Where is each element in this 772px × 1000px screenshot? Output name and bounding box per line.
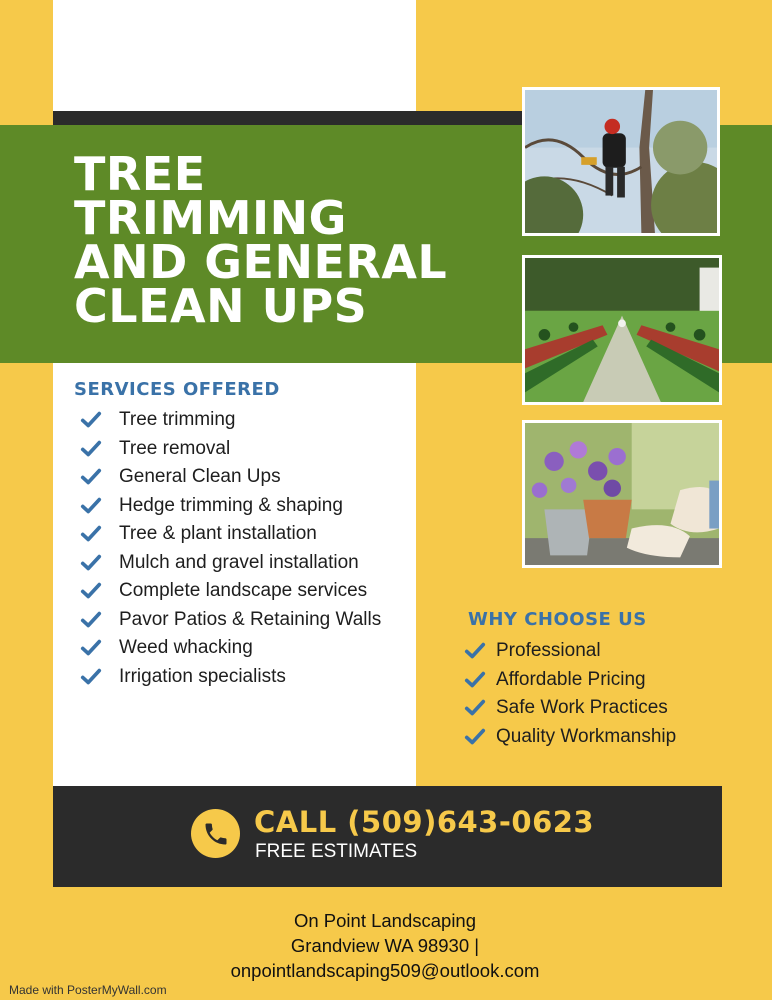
service-label: Hedge trimming & shaping (119, 494, 343, 516)
why-item (464, 666, 676, 695)
headline-line: TREE (74, 147, 206, 201)
formal-garden-hedges-photo (522, 255, 722, 405)
check-icon (80, 552, 102, 574)
why-item (464, 637, 676, 666)
check-icon (80, 438, 102, 460)
company-email[interactable]: onpointlandscaping509@outlook.com (230, 960, 540, 981)
why-label: Professional (496, 640, 601, 662)
service-label: Pavor Patios & Retaining Walls (119, 608, 382, 630)
dark-accent-strip (53, 111, 523, 125)
phone-glyph (202, 820, 230, 848)
service-label: General Clean Ups (119, 466, 281, 488)
service-label: Weed whacking (119, 637, 253, 659)
service-label: Irrigation specialists (119, 665, 286, 687)
flyer-headline (74, 147, 524, 333)
check-icon (80, 409, 102, 431)
check-icon (80, 580, 102, 602)
service-item (74, 492, 381, 521)
call-phone-number[interactable]: CALL (509)643-0623 (254, 805, 595, 839)
service-item (74, 463, 381, 492)
why-label: Quality Workmanship (496, 725, 677, 747)
headline-line: CLEAN UPS (74, 279, 368, 333)
headline-line: AND GENERAL (74, 235, 448, 289)
service-item (74, 577, 381, 606)
postermywall-watermark: Made with PosterMyWall.com (9, 983, 167, 997)
services-list (74, 406, 381, 691)
service-item (74, 520, 381, 549)
check-icon (80, 666, 102, 688)
service-item (74, 406, 381, 435)
check-icon (464, 697, 486, 719)
check-icon (80, 466, 102, 488)
why-label: Affordable Pricing (496, 668, 646, 690)
contact-footer (150, 908, 620, 983)
why-choose-us-list (464, 637, 676, 751)
check-icon (464, 640, 486, 662)
service-label: Tree & plant installation (119, 523, 317, 545)
service-item (74, 663, 381, 692)
phone-icon[interactable] (191, 809, 240, 858)
free-estimates-label: FREE ESTIMATES (255, 841, 418, 862)
service-label: Tree trimming (119, 409, 236, 431)
check-icon (80, 637, 102, 659)
potted-flowers-planting-photo (522, 420, 722, 568)
headline-line: TRIMMING (74, 191, 347, 245)
service-item (74, 634, 381, 663)
why-label: Safe Work Practices (496, 697, 668, 719)
services-heading: SERVICES OFFERED (74, 379, 280, 400)
service-label: Mulch and gravel installation (119, 551, 359, 573)
check-icon (80, 523, 102, 545)
service-item (74, 549, 381, 578)
service-label: Complete landscape services (119, 580, 368, 602)
company-name: On Point Landscaping (293, 910, 477, 931)
service-item (74, 435, 381, 464)
service-label: Tree removal (119, 437, 231, 459)
service-item (74, 606, 381, 635)
company-address: Grandview WA 98930 | (290, 935, 480, 956)
arborist-climbing-tree-photo (522, 87, 720, 236)
check-icon (464, 669, 486, 691)
why-item (464, 694, 676, 723)
check-icon (464, 726, 486, 748)
check-icon (80, 495, 102, 517)
why-choose-us-heading: WHY CHOOSE US (468, 609, 647, 630)
check-icon (80, 609, 102, 631)
why-item (464, 723, 676, 752)
